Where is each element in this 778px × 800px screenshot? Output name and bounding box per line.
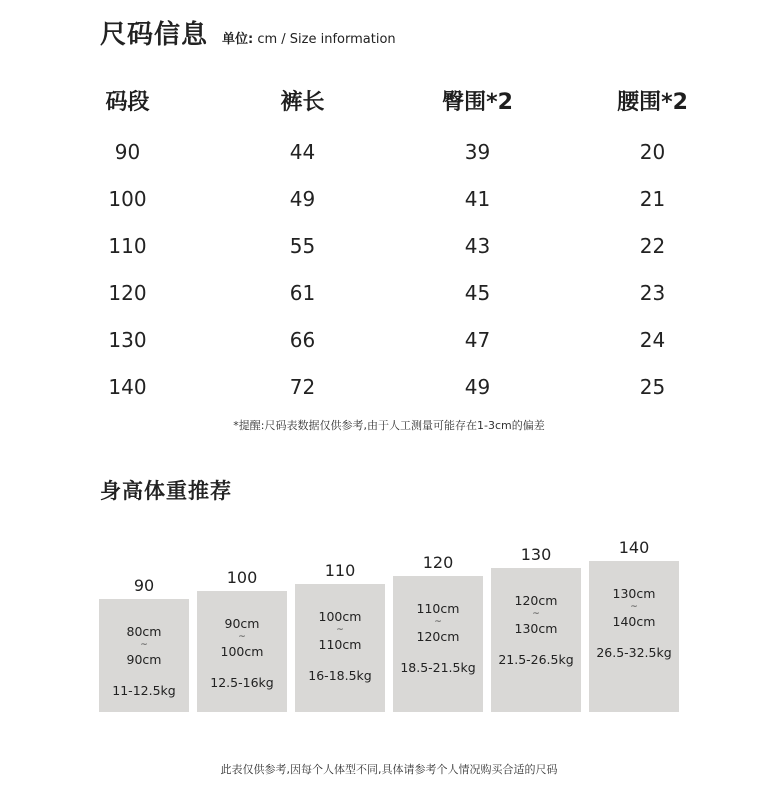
header-size: 码段 — [105, 89, 150, 115]
table-cell: 61 — [289, 280, 316, 305]
range-tilde: ~ — [140, 640, 148, 650]
table-cell: 22 — [639, 233, 666, 258]
page-title: 尺码信息 — [100, 20, 209, 50]
recommend-bar — [393, 576, 483, 712]
table-cell: 66 — [289, 327, 316, 352]
table-cell: 20 — [639, 139, 666, 164]
height-min: 90cm — [224, 616, 260, 631]
range-tilde: ~ — [434, 617, 442, 627]
height-min: 120cm — [514, 593, 558, 608]
height-min: 110cm — [416, 601, 460, 616]
bar-size-label: 90 — [133, 576, 155, 595]
table-cell: 120 — [108, 280, 147, 305]
bar-size-label: 100 — [226, 568, 258, 587]
table-cell: 55 — [289, 233, 316, 258]
bar-size-label: 120 — [422, 553, 454, 572]
range-tilde: ~ — [630, 602, 638, 612]
height-max: 90cm — [126, 652, 162, 667]
recommend-bar — [589, 561, 679, 712]
table-cell: 49 — [289, 186, 316, 211]
bar-size-label: 140 — [618, 538, 650, 557]
table-cell: 39 — [464, 139, 491, 164]
table-cell: 110 — [108, 233, 147, 258]
table-cell: 130 — [108, 327, 147, 352]
table-cell: 49 — [464, 374, 491, 399]
recommend-bar — [491, 568, 581, 712]
table-cell: 44 — [289, 139, 316, 164]
table-cell: 72 — [289, 374, 316, 399]
recommend-bar — [99, 599, 189, 712]
table-cell: 43 — [464, 233, 491, 258]
height-min: 80cm — [126, 624, 162, 639]
recommend-title: 身高体重推荐 — [100, 479, 232, 503]
table-cell: 25 — [639, 374, 666, 399]
table-cell: 21 — [639, 186, 666, 211]
height-max: 120cm — [416, 629, 460, 644]
unit-value: cm / Size information — [253, 32, 396, 47]
disclaimer-note: 此表仅供参考,因每个人体型不同,具体请参考个人情况购买合适的尺码 — [220, 763, 558, 776]
bar-size-label: 110 — [324, 561, 356, 580]
header-length: 裤长 — [280, 89, 325, 115]
height-max: 110cm — [318, 637, 362, 652]
table-cell: 47 — [464, 327, 491, 352]
measurement-note: *提醒:尺码表数据仅供参考,由于人工测量可能存在1-3cm的偏差 — [233, 419, 545, 432]
weight-range: 18.5-21.5kg — [400, 660, 476, 675]
table-cell: 45 — [464, 280, 491, 305]
height-min: 100cm — [318, 609, 362, 624]
header-hip: 臀围*2 — [442, 89, 513, 115]
table-cell: 100 — [108, 186, 147, 211]
weight-range: 16-18.5kg — [308, 668, 372, 683]
recommend-bar — [295, 584, 385, 712]
table-cell: 90 — [114, 139, 141, 164]
table-cell: 24 — [639, 327, 666, 352]
height-max: 100cm — [220, 644, 264, 659]
table-cell: 41 — [464, 186, 491, 211]
height-max: 140cm — [612, 614, 656, 629]
range-tilde: ~ — [532, 609, 540, 619]
weight-range: 12.5-16kg — [210, 675, 274, 690]
range-tilde: ~ — [336, 625, 344, 635]
table-cell: 140 — [108, 374, 147, 399]
unit-label: 单位: — [222, 32, 254, 47]
height-max: 130cm — [514, 621, 558, 636]
header-waist: 腰围*2 — [617, 89, 688, 115]
range-tilde: ~ — [238, 632, 246, 642]
table-cell: 23 — [639, 280, 666, 305]
bar-size-label: 130 — [520, 545, 552, 564]
height-min: 130cm — [612, 586, 656, 601]
weight-range: 26.5-32.5kg — [596, 645, 672, 660]
weight-range: 21.5-26.5kg — [498, 652, 574, 667]
recommend-bar — [197, 591, 287, 712]
weight-range: 11-12.5kg — [112, 683, 176, 698]
